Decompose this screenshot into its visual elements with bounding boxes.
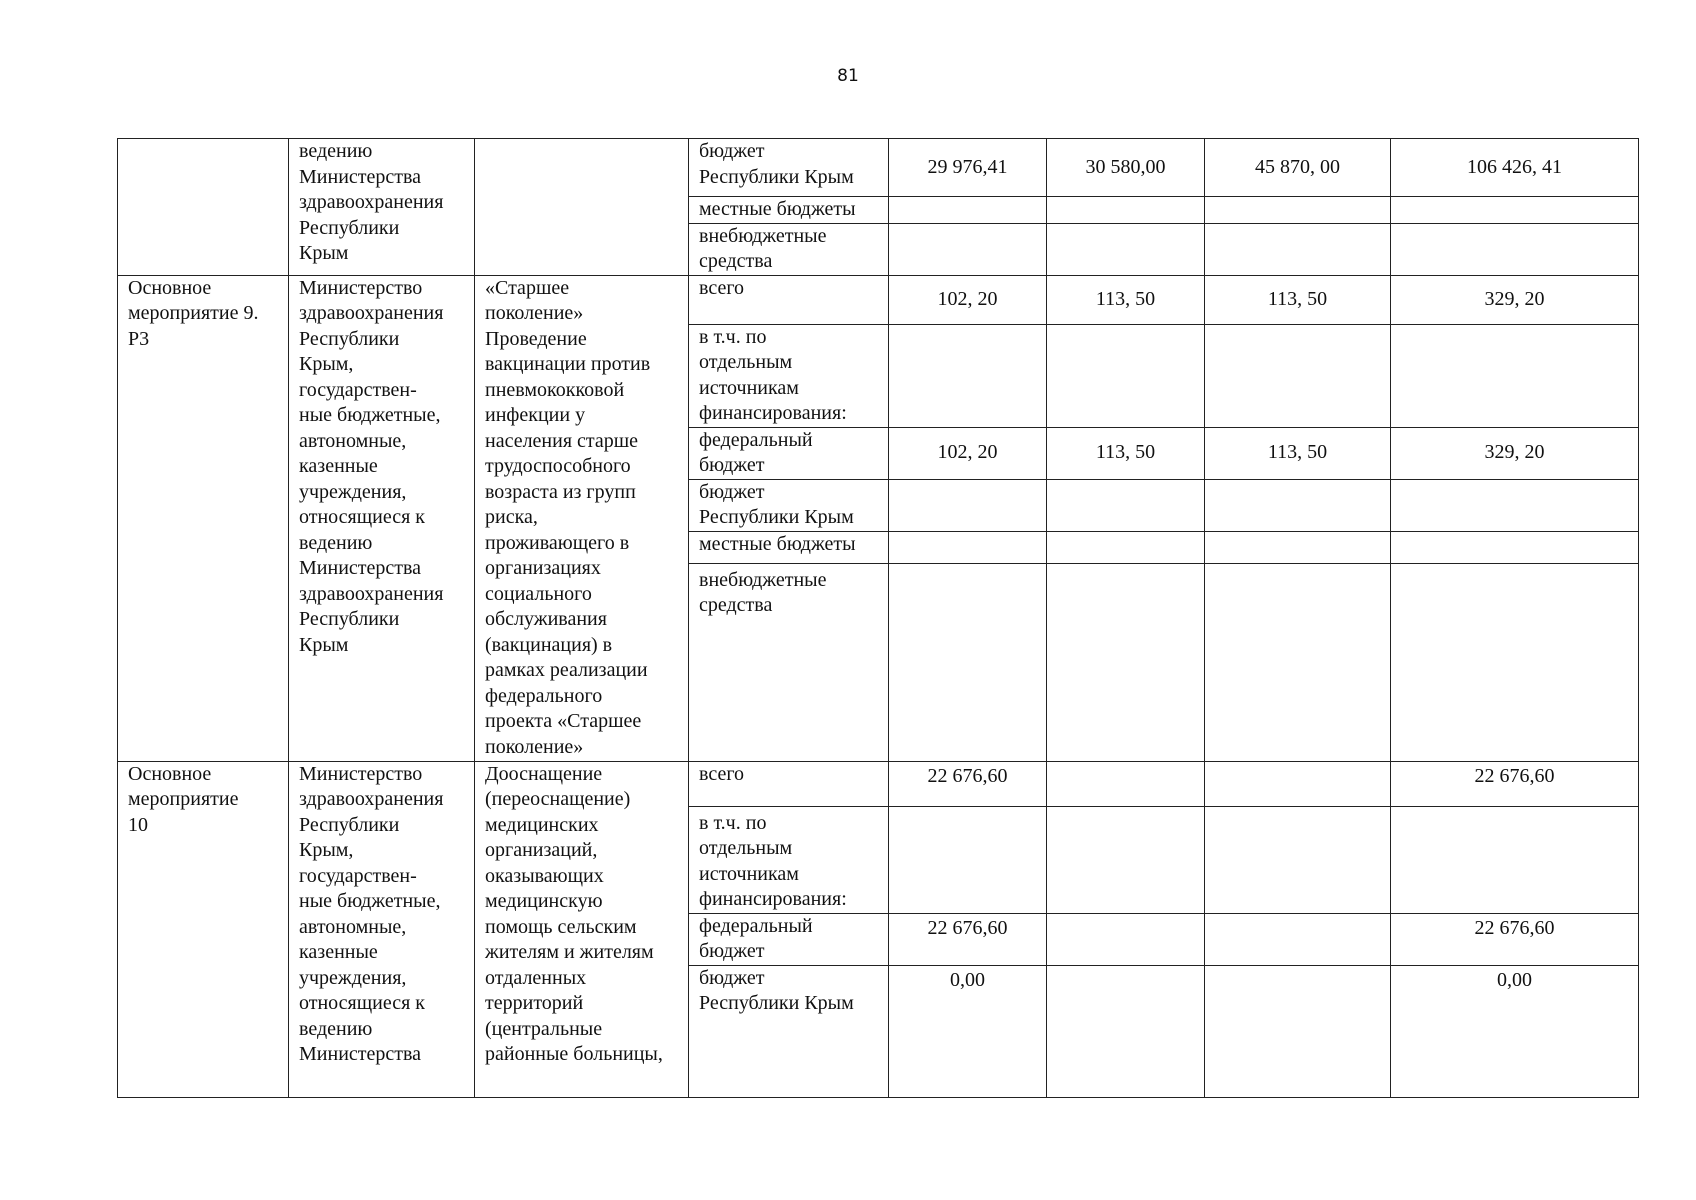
- value-year-3: [1205, 531, 1391, 563]
- value-year-1: 22 676,60: [889, 913, 1047, 965]
- value-year-2: [1047, 965, 1205, 1097]
- value-total: 106 426, 41: [1391, 139, 1639, 197]
- value-year-3: 113, 50: [1205, 427, 1391, 479]
- source-label: в т.ч. по отдельным источникам финансирования:: [689, 806, 889, 913]
- value-year-1: 102, 20: [889, 275, 1047, 324]
- value-total: [1391, 479, 1639, 531]
- value-year-1: 29 976,41: [889, 139, 1047, 197]
- table-row: [118, 275, 1639, 324]
- source-label: всего: [689, 761, 889, 806]
- value-year-3: [1205, 563, 1391, 761]
- value-year-3: [1205, 197, 1391, 224]
- value-year-2: [1047, 479, 1205, 531]
- value-total: [1391, 806, 1639, 913]
- source-label: бюджет Республики Крым: [689, 965, 889, 1097]
- value-year-3: 113, 50: [1205, 275, 1391, 324]
- event-name-cell: [118, 139, 289, 276]
- value-year-3: [1205, 479, 1391, 531]
- value-year-2: [1047, 806, 1205, 913]
- description-cell: Дооснащение (переоснащение) медицинских организаций, оказывающих медицинскую помощь сельским жителям и жителям отдаленных территорий (центральные районные больницы,: [475, 761, 689, 1097]
- value-year-2: 113, 50: [1047, 275, 1205, 324]
- value-year-3: [1205, 223, 1391, 275]
- value-year-1: 22 676,60: [889, 761, 1047, 806]
- value-total: 22 676,60: [1391, 913, 1639, 965]
- source-label: бюджет Республики Крым: [689, 139, 889, 197]
- value-year-1: [889, 563, 1047, 761]
- value-year-2: [1047, 223, 1205, 275]
- description-cell: [475, 139, 689, 276]
- value-year-2: [1047, 563, 1205, 761]
- value-total: [1391, 563, 1639, 761]
- value-total: 329, 20: [1391, 275, 1639, 324]
- source-label: местные бюджеты: [689, 531, 889, 563]
- value-year-3: [1205, 806, 1391, 913]
- executor-cell: ведению Министерства здравоохранения Республики Крым: [289, 139, 475, 276]
- source-label: в т.ч. по отдельным источникам финансирования:: [689, 324, 889, 427]
- value-year-2: [1047, 324, 1205, 427]
- description-cell: «Старшее поколение» Проведение вакцинации против пневмококковой инфекции у населения старше трудоспособного возраста из групп риска, проживающего в организациях социального обслуживания (вакцинация) в рамках реализации федерального проекта «Старшее поколение»: [475, 275, 689, 761]
- source-label: внебюджетные средства: [689, 563, 889, 761]
- value-year-1: [889, 197, 1047, 224]
- value-year-2: [1047, 531, 1205, 563]
- value-year-2: [1047, 913, 1205, 965]
- value-year-1: [889, 324, 1047, 427]
- table-row: [118, 761, 1639, 806]
- value-year-3: 45 870, 00: [1205, 139, 1391, 197]
- page-number: 81: [837, 66, 859, 86]
- value-total: 329, 20: [1391, 427, 1639, 479]
- event-name-cell: Основное мероприятие 9. Р3: [118, 275, 289, 761]
- value-year-2: 113, 50: [1047, 427, 1205, 479]
- value-total: [1391, 531, 1639, 563]
- value-year-1: [889, 531, 1047, 563]
- event-name-cell: Основное мероприятие 10: [118, 761, 289, 1097]
- value-year-2: [1047, 761, 1205, 806]
- source-label: местные бюджеты: [689, 197, 889, 224]
- value-total: 22 676,60: [1391, 761, 1639, 806]
- value-year-3: [1205, 324, 1391, 427]
- value-year-1: 0,00: [889, 965, 1047, 1097]
- source-label: бюджет Республики Крым: [689, 479, 889, 531]
- source-label: внебюджетные средства: [689, 223, 889, 275]
- value-year-3: [1205, 913, 1391, 965]
- value-year-1: [889, 223, 1047, 275]
- value-year-1: [889, 806, 1047, 913]
- source-label: всего: [689, 275, 889, 324]
- value-year-2: 30 580,00: [1047, 139, 1205, 197]
- executor-cell: Министерство здравоохранения Республики Крым, государствен- ные бюджетные, автономные, казенные учреждения, относящиеся к ведению Министерства: [289, 761, 475, 1097]
- funding-table: [117, 138, 1639, 1098]
- value-total: [1391, 197, 1639, 224]
- value-year-1: [889, 479, 1047, 531]
- value-year-3: [1205, 965, 1391, 1097]
- value-year-2: [1047, 197, 1205, 224]
- executor-cell: Министерство здравоохранения Республики Крым, государствен- ные бюджетные, автономные, казенные учреждения, относящиеся к ведению Министерства здравоохранения Республики Крым: [289, 275, 475, 761]
- table-row: [118, 139, 1639, 197]
- value-total: [1391, 324, 1639, 427]
- source-label: федеральный бюджет: [689, 427, 889, 479]
- value-total: 0,00: [1391, 965, 1639, 1097]
- value-year-3: [1205, 761, 1391, 806]
- source-label: федеральный бюджет: [689, 913, 889, 965]
- value-year-1: 102, 20: [889, 427, 1047, 479]
- value-total: [1391, 223, 1639, 275]
